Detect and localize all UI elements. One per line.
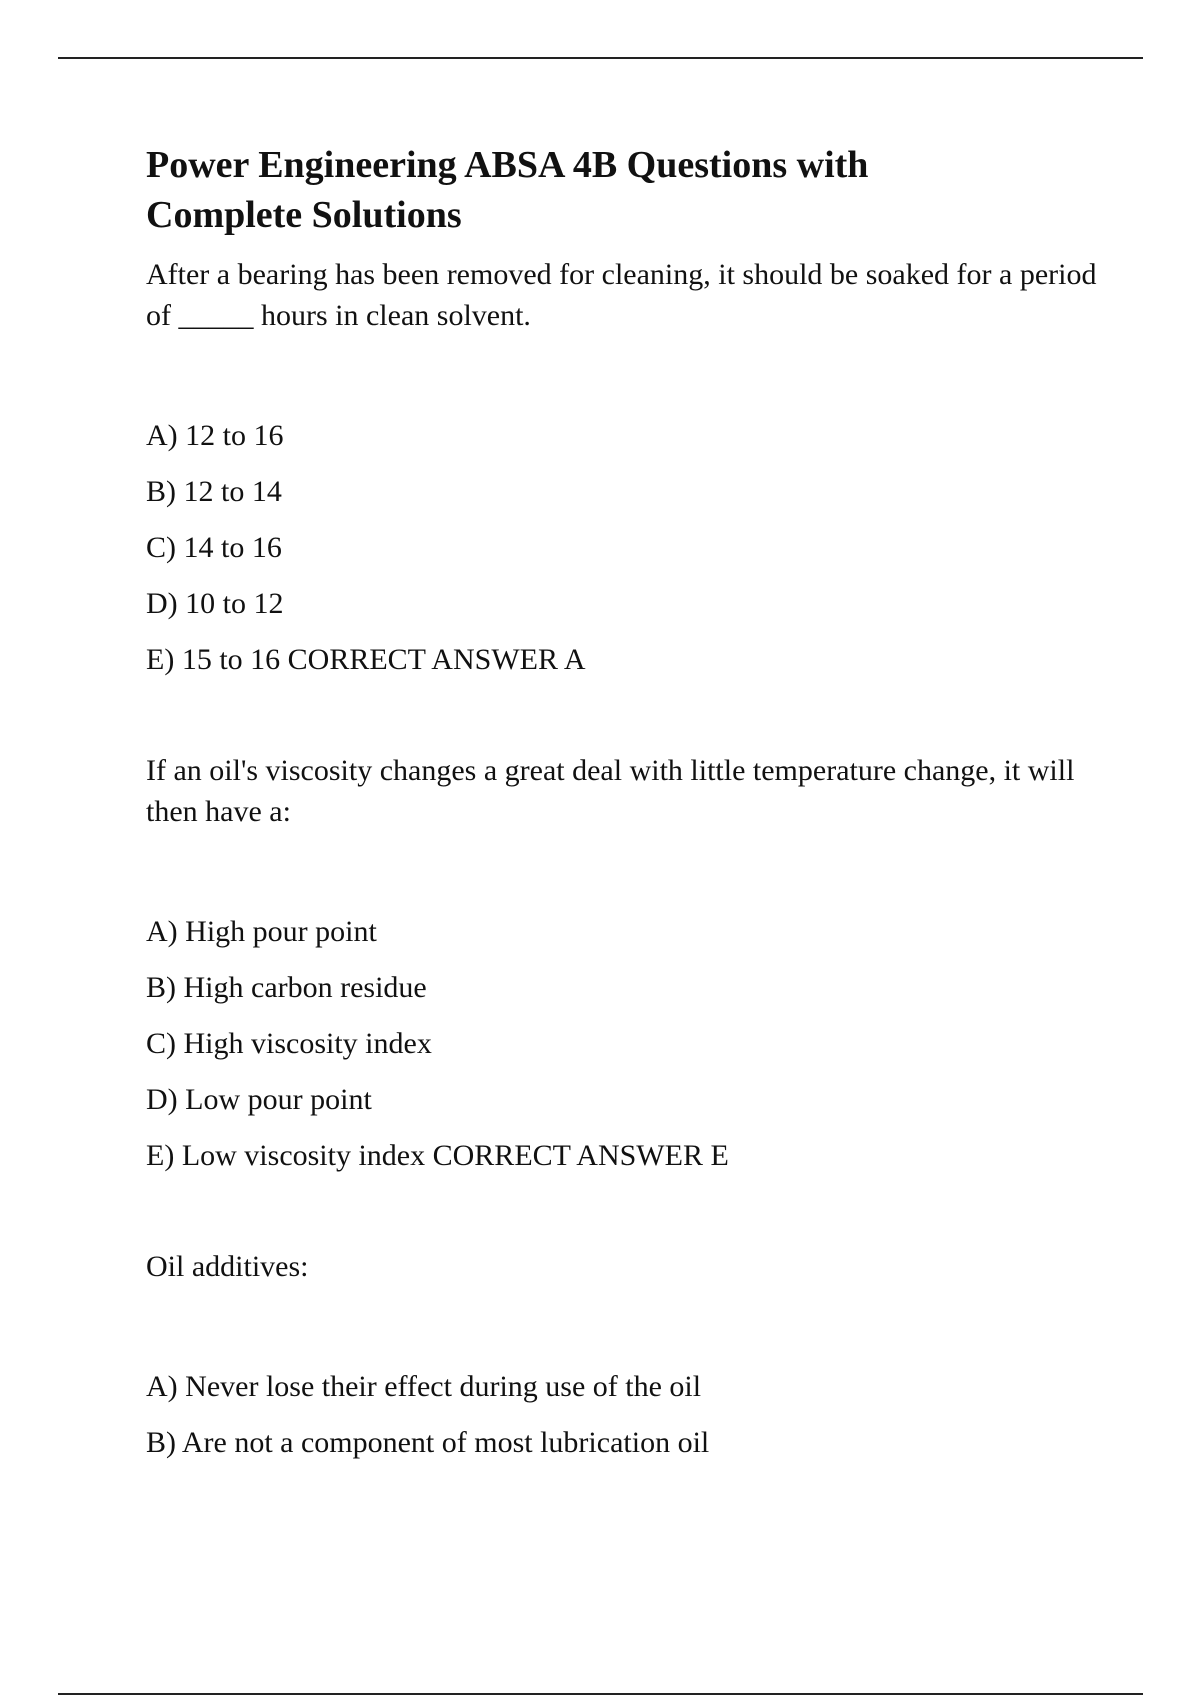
question-1-option-b: B) 12 to 14 [146, 475, 282, 508]
bottom-rule [58, 1693, 1143, 1695]
top-rule [58, 57, 1143, 59]
question-1-text: After a bearing has been removed for cleaning, it should be soaked for a period of _____ hours in clean solvent. [146, 258, 1097, 332]
question-2-options [146, 904, 1106, 1184]
question-1-option-c: C) 14 to 16 [146, 531, 282, 564]
page-title [146, 140, 1106, 240]
question-3-option-a: A) Never lose their effect during use of the oil [146, 1370, 702, 1403]
question-3-options [146, 1359, 1106, 1471]
question-1-option-a: A) 12 to 16 [146, 419, 284, 452]
question-3-text: Oil additives: [146, 1250, 309, 1283]
question-1-option-e: E) 15 to 16 CORRECT ANSWER A [146, 643, 586, 676]
question-2-option-e: E) Low viscosity index CORRECT ANSWER E [146, 1139, 729, 1172]
question-2-option-a: A) High pour point [146, 915, 377, 948]
question-2-option-d: D) Low pour point [146, 1083, 372, 1116]
page-content [146, 140, 1106, 1471]
question-1-option-d: D) 10 to 12 [146, 587, 284, 620]
question-2-option-b: B) High carbon residue [146, 971, 427, 1004]
title-line-1: Power Engineering ABSA 4B Questions with [146, 144, 869, 186]
question-2-text: If an oil's viscosity changes a great deal with little temperature change, it will then have a: [146, 754, 1075, 828]
question-1-options [146, 408, 1106, 688]
title-line-2: Complete Solutions [146, 194, 462, 236]
question-3-option-b: B) Are not a component of most lubrication oil [146, 1426, 710, 1459]
question-2-option-c: C) High viscosity index [146, 1027, 432, 1060]
